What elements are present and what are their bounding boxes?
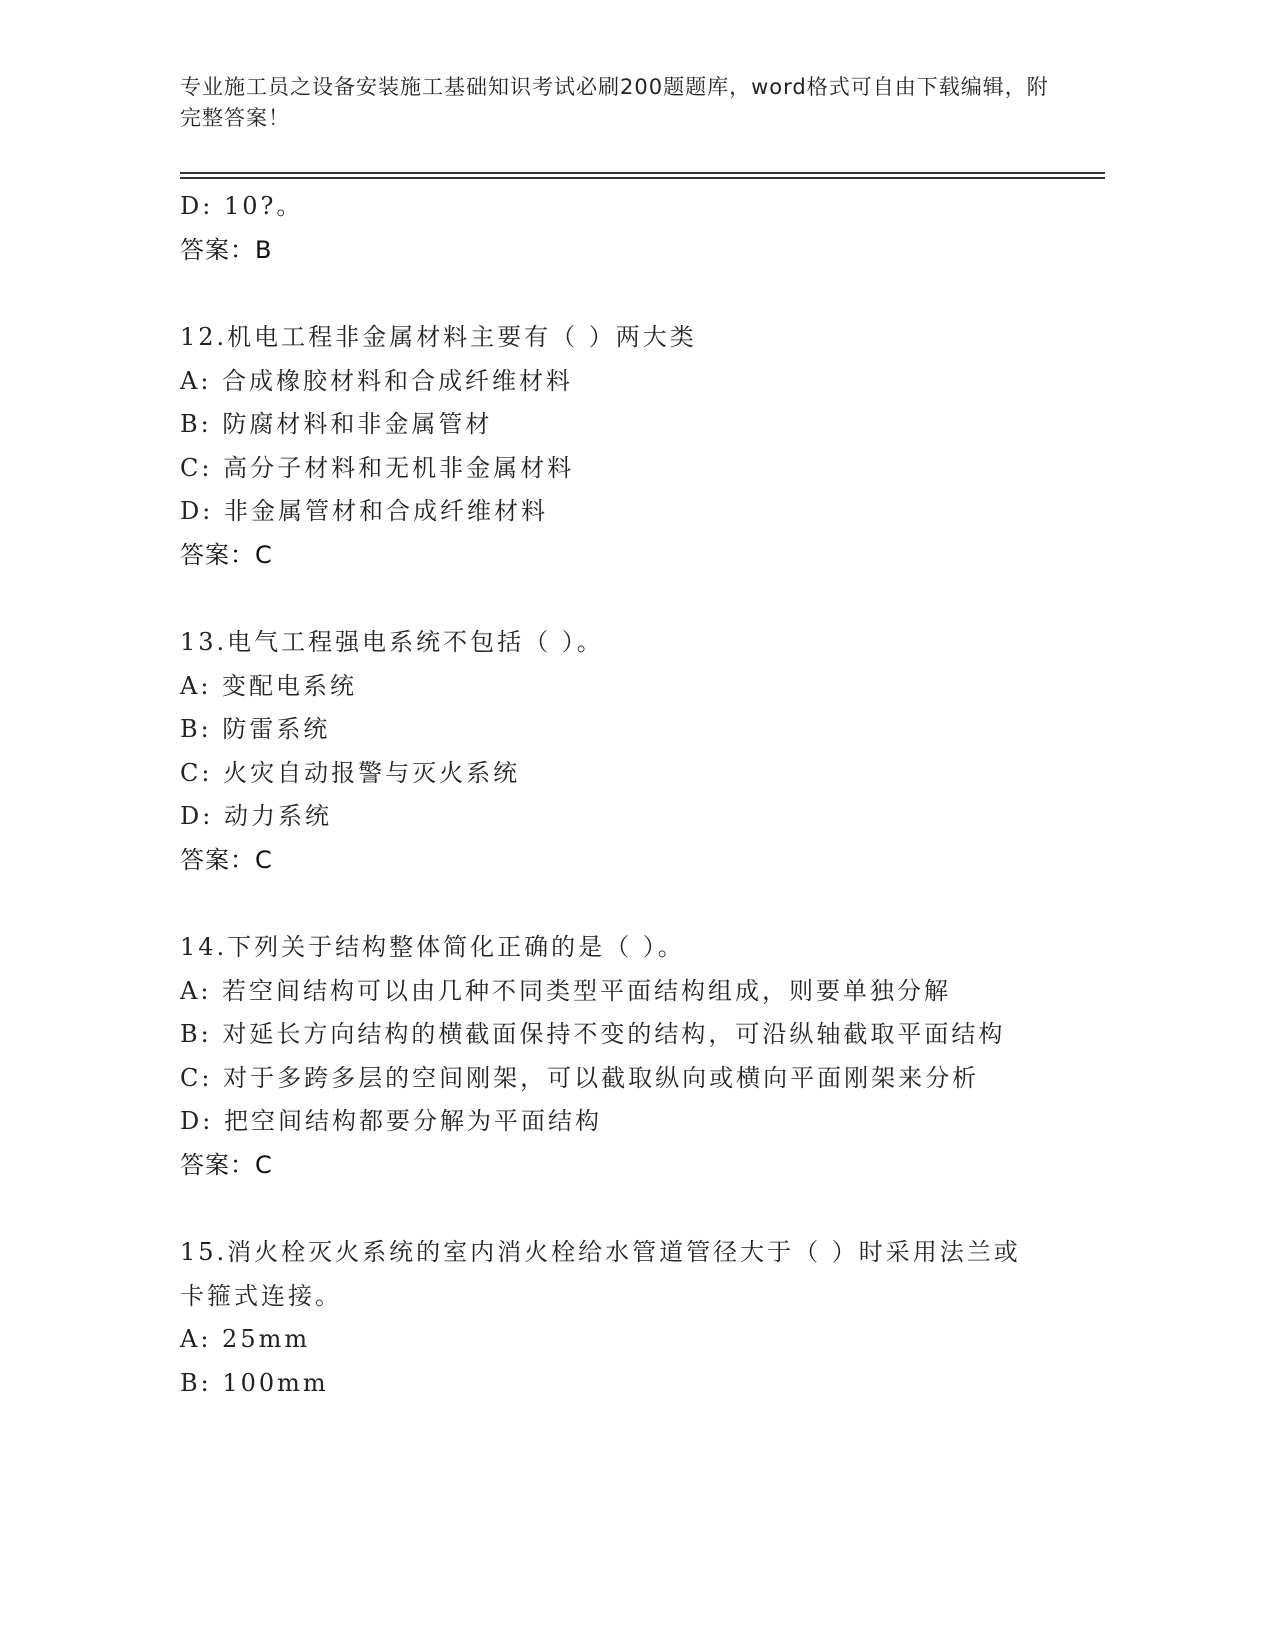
- option-a: A: 合成橡胶材料和合成纤维材料: [180, 366, 574, 395]
- question-stem: 13.电气工程强电系统不包括（ ）。: [180, 628, 604, 656]
- option-d: D: 非金属管材和合成纤维材料: [180, 497, 548, 525]
- option-d: D: 动力系统: [180, 802, 332, 830]
- option-c: C: 火灾自动报警与灭火系统: [180, 758, 521, 787]
- option-d: D: 10?。: [180, 192, 304, 220]
- option-b: B: 100mm: [180, 1368, 329, 1397]
- option-a: A: 变配电系统: [180, 671, 358, 700]
- answer-line: 答案：C: [180, 1150, 273, 1179]
- question-13: [180, 621, 1060, 882]
- answer-line: 答案：B: [180, 235, 273, 264]
- previous-question-continuation: [180, 185, 1060, 272]
- question-list: [180, 185, 1060, 1405]
- question-12: [180, 316, 1060, 577]
- question-15: [180, 1231, 1060, 1405]
- header-divider-bottom: [180, 177, 1105, 179]
- option-b: B: 防腐材料和非金属管材: [180, 410, 493, 438]
- header-divider-top: [180, 172, 1105, 174]
- question-stem: 12.机电工程非金属材料主要有（ ）两大类: [180, 323, 697, 351]
- question-stem: 15.消火栓灭火系统的室内消火栓给水管道管径大于（ ）时采用法兰或卡箍式连接。: [180, 1238, 1021, 1310]
- answer-line: 答案：C: [180, 845, 273, 874]
- option-d: D: 把空间结构都要分解为平面结构: [180, 1107, 602, 1135]
- option-b: B: 防雷系统: [180, 715, 331, 743]
- question-14: [180, 926, 1060, 1187]
- document-header: 专业施工员之设备安装施工基础知识考试必刷200题题库，word格式可自由下载编辑，附完整答案！: [180, 75, 1049, 130]
- answer-line: 答案：C: [180, 540, 273, 569]
- option-c: C: 高分子材料和无机非金属材料: [180, 453, 575, 482]
- option-c: C: 对于多跨多层的空间刚架，可以截取纵向或横向平面刚架来分析: [180, 1063, 980, 1092]
- option-a: A: 25mm: [180, 1325, 311, 1353]
- option-a: A: 若空间结构可以由几种不同类型平面结构组成，则要单独分解: [180, 976, 952, 1005]
- option-b: B: 对延长方向结构的横截面保持不变的结构，可沿纵轴截取平面结构: [180, 1020, 1006, 1048]
- question-stem: 14.下列关于结构整体简化正确的是（ ）。: [180, 933, 685, 961]
